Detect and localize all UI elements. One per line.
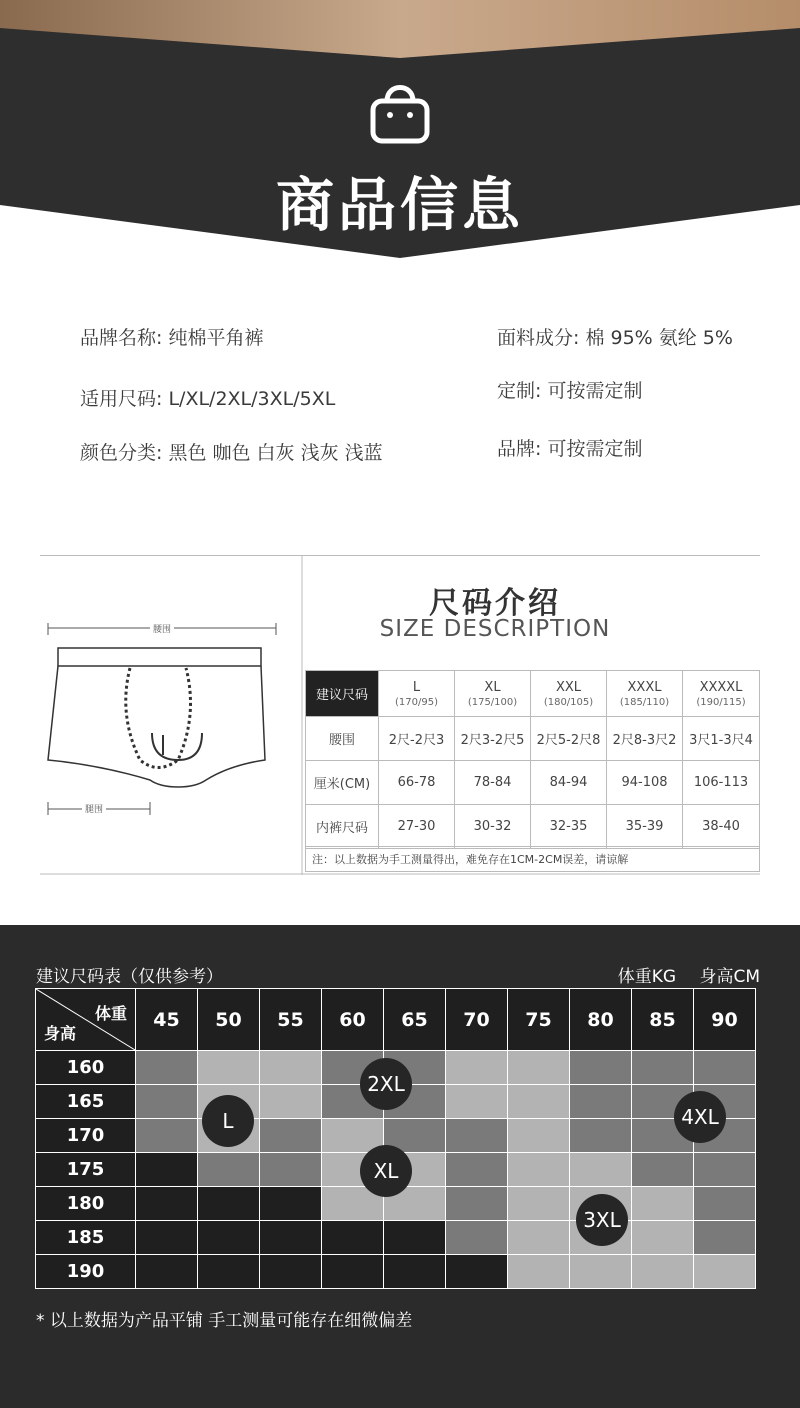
size-note: 注：以上数据为手工测量得出，难免存在1CM-2CM误差，请谅解 bbox=[305, 846, 760, 872]
corner-cell bbox=[36, 989, 136, 1051]
chart-cell bbox=[694, 1153, 756, 1187]
chart-cell bbox=[136, 1085, 198, 1119]
info-label: 品牌名称: bbox=[80, 327, 163, 349]
height-label: 180 bbox=[36, 1187, 136, 1221]
chart-cell bbox=[632, 1051, 694, 1085]
size-chart-units bbox=[600, 962, 760, 987]
size-chart-footnote: * 以上数据为产品平铺 手工测量可能存在细微偏差 bbox=[36, 1311, 413, 1331]
height-label: 165 bbox=[36, 1085, 136, 1119]
info-label: 适用尺码: bbox=[80, 388, 163, 410]
info-label: 颜色分类: bbox=[80, 442, 163, 464]
chart-cell bbox=[384, 1255, 446, 1289]
chart-cell bbox=[694, 1221, 756, 1255]
weight-header: 85 bbox=[632, 989, 694, 1051]
chart-cell bbox=[198, 1187, 260, 1221]
corner-weight: 体重 bbox=[94, 1004, 127, 1023]
size-row-underwear: 内裤尺码 27-30 30-32 32-35 35-39 38-40 bbox=[306, 805, 760, 849]
weight-header: 60 bbox=[322, 989, 384, 1051]
height-label: 170 bbox=[36, 1119, 136, 1153]
chart-cell bbox=[260, 1153, 322, 1187]
chart-cell bbox=[136, 1153, 198, 1187]
leg-label: 腿围 bbox=[82, 802, 106, 815]
chart-cell bbox=[198, 1255, 260, 1289]
chart-cell bbox=[508, 1085, 570, 1119]
size-title-cn: 尺码介绍 bbox=[429, 586, 561, 621]
chart-cell bbox=[508, 1255, 570, 1289]
chart-cell bbox=[570, 1153, 632, 1187]
chart-cell bbox=[260, 1221, 322, 1255]
size-col-xxxl: XXXL (185/110) bbox=[607, 671, 683, 717]
chart-cell bbox=[260, 1051, 322, 1085]
info-label: 定制: bbox=[497, 380, 542, 402]
info-value: 纯棉平角裤 bbox=[168, 327, 264, 349]
chart-cell bbox=[508, 1119, 570, 1153]
weight-header: 45 bbox=[136, 989, 198, 1051]
chart-cell bbox=[446, 1187, 508, 1221]
height-row bbox=[36, 1221, 756, 1255]
size-badge-4xl: 4XL bbox=[674, 1091, 726, 1143]
chart-cell bbox=[322, 1255, 384, 1289]
chart-cell bbox=[136, 1255, 198, 1289]
chart-cell bbox=[570, 1255, 632, 1289]
height-label: 160 bbox=[36, 1051, 136, 1085]
chart-cell bbox=[260, 1187, 322, 1221]
info-colors bbox=[80, 438, 383, 465]
weight-header: 65 bbox=[384, 989, 446, 1051]
chart-cell bbox=[446, 1051, 508, 1085]
corner-height: 身高 bbox=[44, 1024, 77, 1043]
chart-cell bbox=[198, 1051, 260, 1085]
corner-cell: 建议尺码 bbox=[306, 671, 379, 717]
chart-cell bbox=[198, 1153, 260, 1187]
size-chart-title: 建议尺码表（仅供参考） bbox=[36, 967, 223, 987]
waist-label: 腰围 bbox=[150, 622, 174, 635]
chart-cell bbox=[136, 1119, 198, 1153]
info-value: 黑色 咖色 白灰 浅灰 浅蓝 bbox=[168, 442, 383, 464]
size-row-waist: 腰围 2尺-2尺3 2尺3-2尺5 2尺5-2尺8 2尺8-3尺2 3尺1-3尺4 bbox=[306, 717, 760, 761]
chart-cell bbox=[694, 1187, 756, 1221]
briefs-diagram bbox=[48, 623, 276, 815]
shopping-bag-icon bbox=[365, 75, 435, 147]
page-title: 商品信息 bbox=[275, 171, 524, 239]
chart-cell bbox=[570, 1085, 632, 1119]
size-chart-table bbox=[35, 988, 756, 1289]
chart-cell bbox=[446, 1255, 508, 1289]
info-sizes bbox=[80, 384, 335, 411]
chart-cell bbox=[384, 1221, 446, 1255]
info-value: L/XL/2XL/3XL/5XL bbox=[168, 388, 336, 410]
height-row bbox=[36, 1255, 756, 1289]
info-value: 可按需定制 bbox=[547, 380, 643, 402]
chart-cell bbox=[508, 1187, 570, 1221]
chart-cell bbox=[632, 1221, 694, 1255]
weight-unit: 体重KG bbox=[617, 967, 677, 987]
info-value: 棉 95% 氨纶 5% bbox=[585, 327, 733, 349]
chart-cell bbox=[322, 1221, 384, 1255]
chart-cell bbox=[508, 1221, 570, 1255]
chart-cell bbox=[260, 1119, 322, 1153]
chart-cell bbox=[694, 1051, 756, 1085]
weight-header: 80 bbox=[570, 989, 632, 1051]
chart-cell bbox=[446, 1221, 508, 1255]
size-badge-3xl: 3XL bbox=[576, 1194, 628, 1246]
size-col-xxxxl: XXXXL (190/115) bbox=[683, 671, 760, 717]
chart-cell bbox=[446, 1153, 508, 1187]
chart-cell bbox=[136, 1051, 198, 1085]
weight-header: 90 bbox=[694, 989, 756, 1051]
height-label: 190 bbox=[36, 1255, 136, 1289]
info-brand-2 bbox=[497, 434, 642, 461]
size-col-l: L (170/95) bbox=[379, 671, 455, 717]
info-fabric bbox=[497, 323, 733, 350]
info-custom bbox=[497, 376, 642, 403]
weight-header: 50 bbox=[198, 989, 260, 1051]
info-label: 品牌: bbox=[497, 438, 542, 460]
weight-header: 75 bbox=[508, 989, 570, 1051]
size-title-en: SIZE DESCRIPTION bbox=[379, 616, 611, 642]
weight-header-row bbox=[36, 989, 756, 1051]
size-col-xl: XL (175/100) bbox=[455, 671, 531, 717]
size-badge-l: L bbox=[202, 1095, 254, 1147]
chart-cell bbox=[694, 1255, 756, 1289]
chart-cell bbox=[508, 1153, 570, 1187]
chart-cell bbox=[446, 1085, 508, 1119]
chart-cell bbox=[446, 1119, 508, 1153]
info-value: 可按需定制 bbox=[547, 438, 643, 460]
height-label: 175 bbox=[36, 1153, 136, 1187]
chart-cell bbox=[632, 1255, 694, 1289]
chart-cell bbox=[632, 1187, 694, 1221]
chart-cell bbox=[136, 1221, 198, 1255]
chart-cell bbox=[198, 1221, 260, 1255]
chart-cell bbox=[570, 1119, 632, 1153]
header-banner bbox=[0, 0, 800, 265]
info-label: 面料成分: bbox=[497, 327, 580, 349]
chart-cell bbox=[260, 1085, 322, 1119]
size-header-row bbox=[306, 671, 760, 717]
chart-cell bbox=[570, 1051, 632, 1085]
height-unit: 身高CM bbox=[699, 967, 760, 987]
height-label: 185 bbox=[36, 1221, 136, 1255]
size-description-table bbox=[305, 670, 760, 849]
chart-cell bbox=[632, 1153, 694, 1187]
size-badge-xl: XL bbox=[360, 1145, 412, 1197]
weight-header: 70 bbox=[446, 989, 508, 1051]
size-badge-2xl: 2XL bbox=[360, 1058, 412, 1110]
size-col-xxl: XXL (180/105) bbox=[531, 671, 607, 717]
chart-cell bbox=[508, 1051, 570, 1085]
chart-cell bbox=[136, 1187, 198, 1221]
info-brand bbox=[80, 323, 263, 350]
size-row-cm: 厘米(CM) 66-78 78-84 84-94 94-108 106-113 bbox=[306, 761, 760, 805]
weight-header: 55 bbox=[260, 989, 322, 1051]
chart-cell bbox=[260, 1255, 322, 1289]
